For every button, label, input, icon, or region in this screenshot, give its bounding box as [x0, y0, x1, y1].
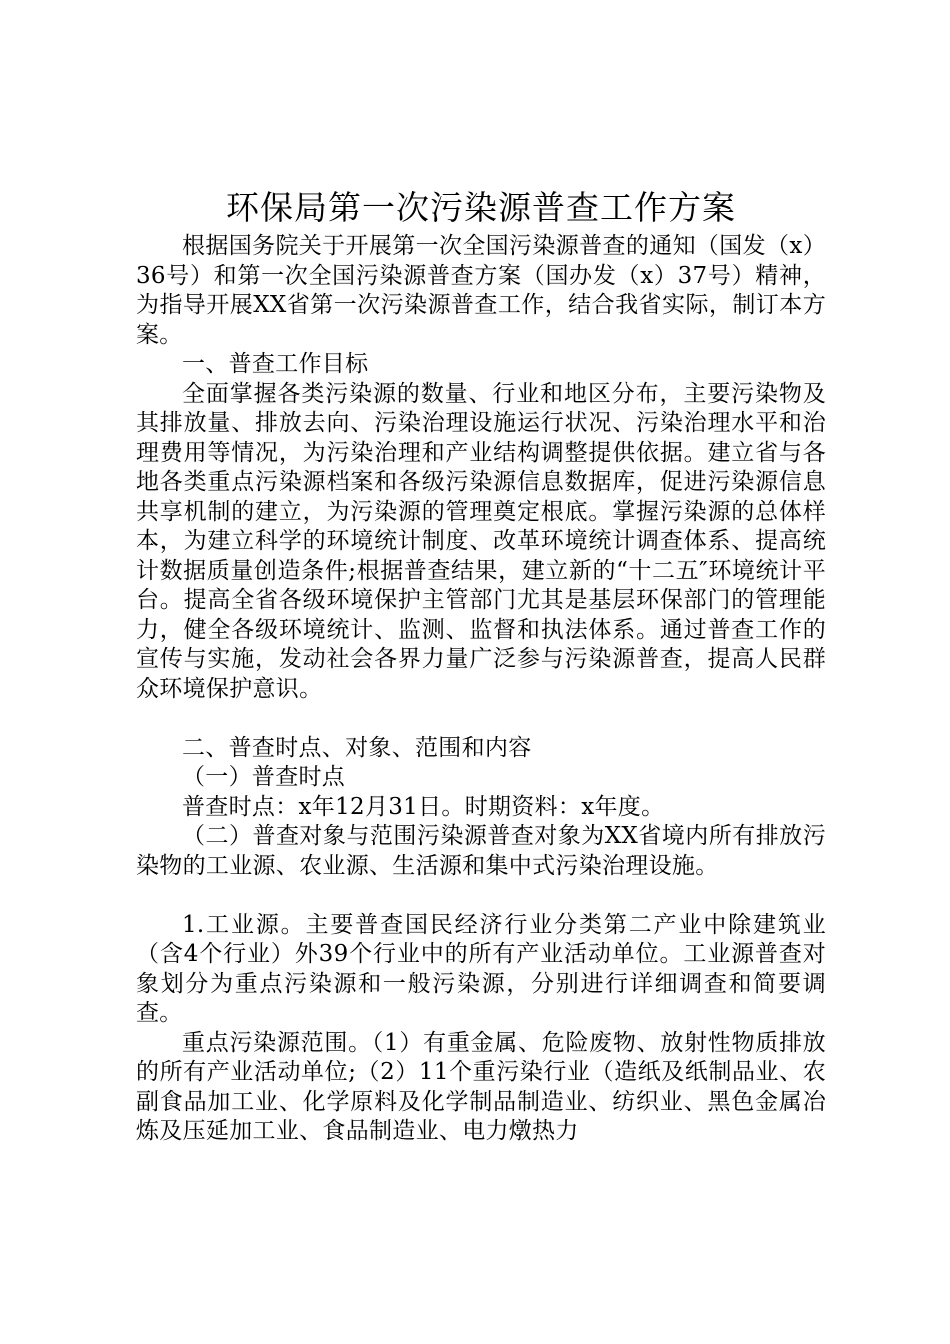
industrial-source-paragraph: 1.工业源。主要普查国民经济行业分类第二产业中除建筑业（含4个行业）外39个行业中的所有产业活动单位。工业源普查对象划分为重点污染源和一般污染源，分别进行详细调查和简要调查。: [136, 911, 826, 1026]
document-body: [136, 186, 826, 1147]
goals-paragraph: 全面掌握各类污染源的数量、行业和地区分布，主要污染物及其排放量、排放去向、污染治理设施运行状况、污染治理水平和治理费用等情况，为污染治理和产业结构调整提供依据。建立省与各地各类重点污染源档案和各级污染源信息数据库，促进污染源信息共享机制的建立，为污染源的管理奠定根底。掌握污染源的总体样本，为建立科学的环境统计制度、改革环境统计调查体系、提高统计数据质量创造条件;根据普查结果，建立新的“十二五″环境统计平台。提高全省各级环境保护主管部门尤其是基层环保部门的管理能力，健全各级环境统计、监测、监督和执法体系。通过普查工作的宣传与实施，发动社会各界力量广泛参与污染源普查，提高人民群众环境保护意识。: [136, 380, 826, 702]
document-title: 环保局第一次污染源普查工作方案: [226, 188, 736, 227]
key-pollution-source-paragraph: 重点污染源范围。（1）有重金属、危险废物、放射性物质排放的所有产业活动单位;（2）11个重污染行业（造纸及纸制品业、农副食品加工业、化学原料及化学制品制造业、纺织业、黑色金属冶炼及压延加工业、食品制造业、电力燉热力: [136, 1029, 826, 1144]
section-heading-scope: 二、普查时点、对象、范围和内容: [182, 734, 532, 761]
paragraph-gap: [136, 704, 826, 734]
time-paragraph: 普查时点：x年12月31日。时期资料：x年度。: [182, 793, 665, 820]
intro-paragraph: 根据国务院关于开展第一次全国污染源普查的通知（国发（x）36号）和第一次全国污染源普查方案（国办发（x）37号）精神，为指导开展XX省第一次污染源普查工作，结合我省实际，制订本方案。: [136, 233, 826, 348]
objects-paragraph: （二）普查对象与范围污染源普查对象为XX省境内所有排放污染物的工业源、农业源、生活源和集中式污染治理设施。: [136, 823, 826, 879]
paragraph-gap: [136, 881, 826, 911]
section-heading-goals: 一、普查工作目标: [182, 351, 369, 377]
subsection-heading-time: （一）普查时点: [182, 764, 346, 790]
